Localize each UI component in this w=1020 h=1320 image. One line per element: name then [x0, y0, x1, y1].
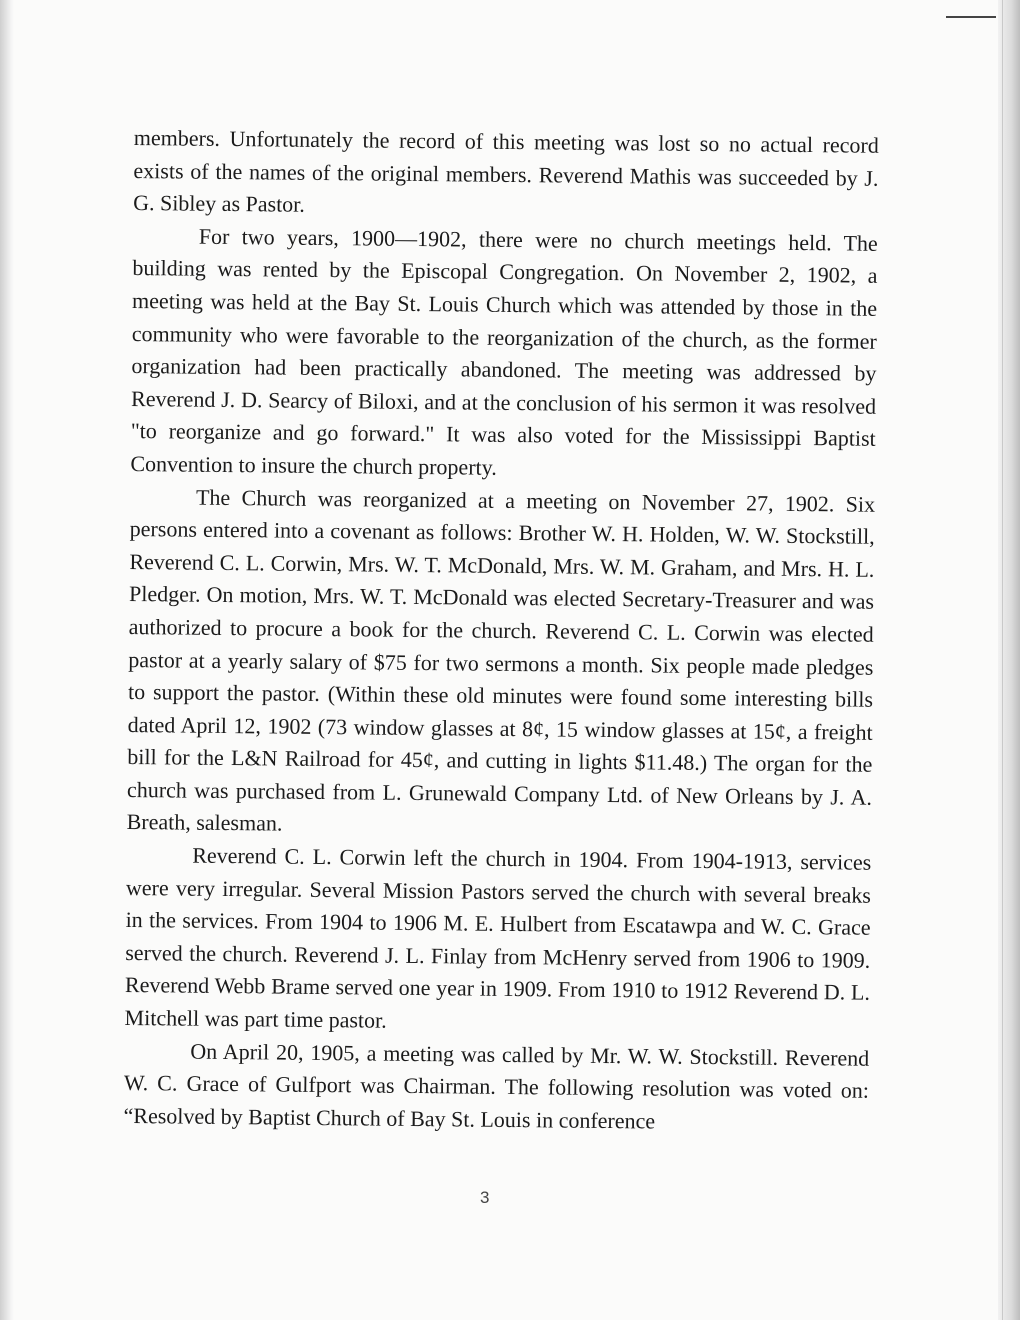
paragraph: The Church was reorganized at a meeting on November 27, 1902. Six persons entered into a covenant as follows: Brother W. H. Holden, W. W. Stockstill, Reverend C. L. Corwin, Mrs. W. T. McDonald, Mrs. W. M. Graham, and Mrs. H. L. Pledger. On motion, Mrs. W. T. McDonald was elected Secretary-Treasurer and was authorized to procure a book for the church. Reverend C. L. Corwin was elected pastor at a yearly salary of $75 for two sermons a month. Six people made pledges to support the pastor. (Within these old minutes were found some interesting bills dated April 12, 1902 (73 window glasses at 8¢, 15 window glasses at 15¢, a freight bill for the L&N Railroad for 45¢, and cutting in lights $11.48.) The organ for the church was purchased from L. Grunewald Company Ltd. of New Orleans by J. A. Breath, salesman.: [126, 484, 876, 837]
paragraph: On April 20, 1905, a meeting was called by Mr. W. W. Stockstill. Reverend W. C. Grace of Gulfport was Chairman. The following resolution was voted on: “Resolved by Baptist Church of Bay St. Louis in conference: [123, 1038, 870, 1134]
paragraph: Reverend C. L. Corwin left the church in 1904. From 1904-1913, services were very irregular. Several Mission Pastors served the church with several breaks in the services. From 1904 to 1906 M. E. Hulbert from Escatawpa and W. C. Grace served the church. Reverend J. L. Finlay from McHenry served from 1906 to 1909. Reverend Webb Brame served one year in 1909. From 1910 to 1912 Reverend D. L. Mitchell was part time pastor.: [124, 842, 872, 1033]
binding-mark: [946, 16, 996, 18]
page-number: 3: [480, 1188, 490, 1207]
paragraph-continued: members. Unfortunately the record of this meeting was lost so no actual record exists of the names of the original members. Reverend Mathis was succeeded by J. G. Sibley as Pastor.: [133, 124, 879, 217]
page-right-edge: [998, 0, 1020, 1320]
paragraph: For two years, 1900—1902, there were no church meetings held. The building was rented by the Episcopal Congregation. On November 2, 1902, a meeting was held at the Bay St. Louis Church which was attended by those in the community who were favorable to the reorganization of the church, as the former organization had been practically abandoned. The meeting was addressed by Reverend J. D. Searcy of Biloxi, and at the conclusion of his sermon it was resolved "to reorganize and go forward." It was also voted for the Mississippi Baptist Convention to insure the church property.: [130, 223, 878, 480]
body-text: [123, 122, 879, 1140]
page-left-shadow: [0, 0, 14, 1320]
